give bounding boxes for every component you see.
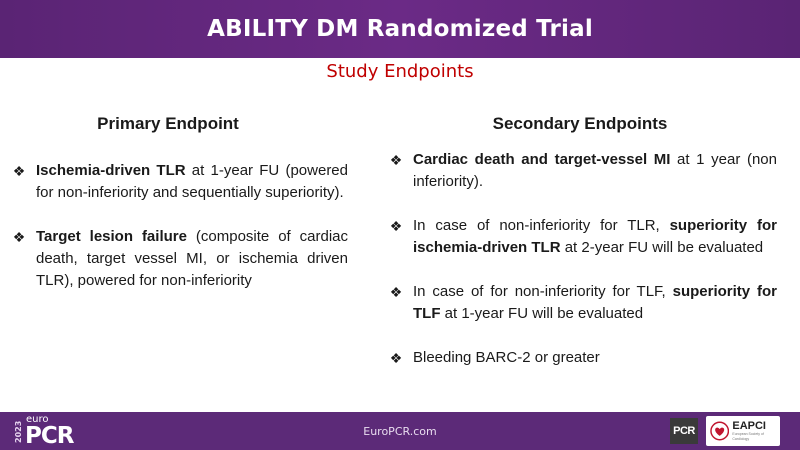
item-bold-text: Cardiac death and target-vessel MI bbox=[413, 151, 671, 168]
footer-url-link[interactable]: EuroPCR.com bbox=[363, 425, 437, 438]
secondary-endpoints-heading: Secondary Endpoints bbox=[492, 114, 668, 133]
title-banner bbox=[0, 0, 800, 58]
item-bold-text: Target lesion failure bbox=[36, 228, 187, 245]
diamond-bullet-icon: ❖ bbox=[389, 218, 403, 234]
item-text: at 1-year FU will be evaluated bbox=[440, 305, 644, 322]
list-item bbox=[10, 226, 348, 292]
diamond-bullet-icon: ❖ bbox=[389, 152, 403, 168]
item-bold-text: superiority for ischemia-driven TLR bbox=[413, 217, 777, 256]
logo-pcr: PCR bbox=[25, 423, 74, 449]
logo-year: 2023 bbox=[14, 420, 23, 444]
diamond-bullet-icon: ❖ bbox=[389, 284, 403, 300]
logo-euro: euro bbox=[26, 414, 49, 425]
list-item bbox=[387, 215, 777, 259]
item-bold-text: superiority for TLF bbox=[413, 283, 777, 322]
item-text: Bleeding BARC-2 or greater bbox=[413, 349, 600, 366]
list-item bbox=[387, 149, 777, 193]
item-text: In case of for non-inferiority for TLF, bbox=[413, 283, 673, 300]
item-text: at 2-year FU will be evaluated bbox=[560, 239, 764, 256]
footer-bar bbox=[0, 412, 800, 450]
primary-endpoint-heading: Primary Endpoint bbox=[97, 114, 239, 133]
item-text: In case of non-inferiority for TLR, bbox=[413, 217, 670, 234]
eapci-logo bbox=[706, 416, 780, 446]
heart-icon bbox=[710, 421, 729, 441]
eapci-label: EAPCI bbox=[732, 419, 766, 432]
item-text: at 1 year (non inferiority). bbox=[413, 151, 777, 190]
item-text: at 1-year FU (powered for non-inferiority and sequentially superiority). bbox=[36, 162, 348, 201]
list-item bbox=[10, 160, 348, 204]
list-item bbox=[387, 347, 777, 369]
item-bold-text: Ischemia-driven TLR bbox=[36, 162, 186, 179]
eapci-subtitle: European Society of Cardiology bbox=[732, 431, 764, 441]
item-text: (composite of cardiac death, target vessel MI, or ischemia driven TLR), powered for non-inferiority bbox=[36, 228, 348, 289]
diamond-bullet-icon: ❖ bbox=[389, 350, 403, 366]
slide-title: ABILITY DM Randomized Trial bbox=[207, 16, 593, 42]
pcr-badge-logo: PCR bbox=[670, 418, 698, 444]
secondary-endpoints-list bbox=[387, 149, 777, 391]
primary-endpoint-list bbox=[10, 160, 348, 314]
diamond-bullet-icon: ❖ bbox=[12, 163, 26, 179]
slide-subtitle: Study Endpoints bbox=[326, 61, 474, 82]
diamond-bullet-icon: ❖ bbox=[12, 229, 26, 245]
list-item bbox=[387, 281, 777, 325]
